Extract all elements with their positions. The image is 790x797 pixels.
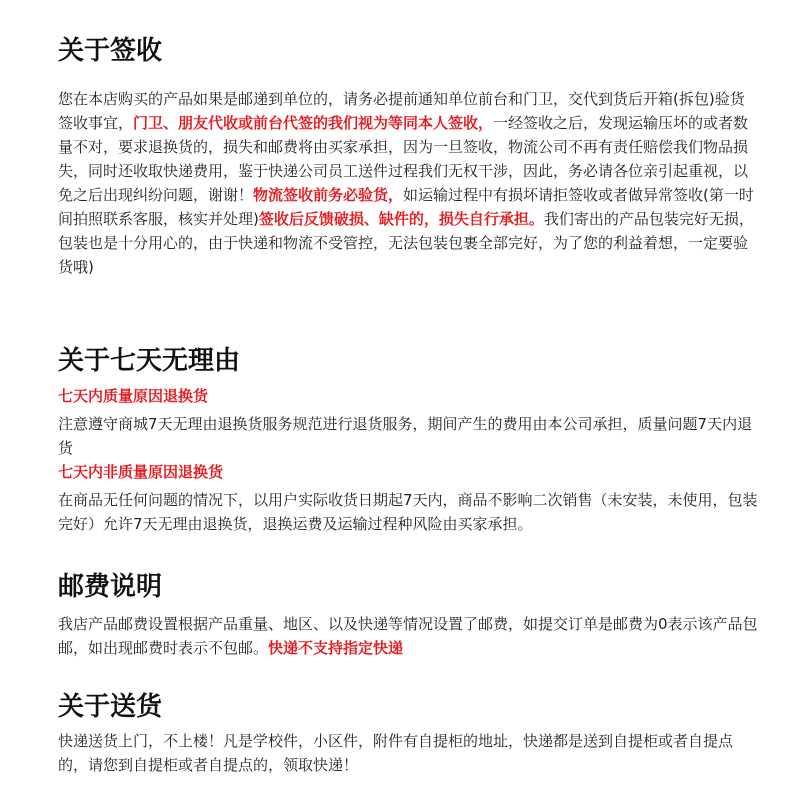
postage-title: 邮费说明 bbox=[58, 572, 163, 602]
postage-paragraph bbox=[58, 612, 758, 660]
return-nonquality-subtitle: 七天内非质量原因退换货 bbox=[58, 463, 224, 481]
sign-text-4: 我们寄出的产品包装完好无损，包装也是十分用心的，由于快递和物流不受管控，无法包装包裹全部完好，为了您的利益着想，一定要验货哦) bbox=[58, 210, 754, 276]
sign-title: 关于签收 bbox=[58, 36, 163, 66]
postage-section bbox=[58, 570, 758, 660]
return-quality-subtitle: 七天内质量原因退换货 bbox=[58, 387, 209, 405]
sign-warning-3: 签收后反馈破损、缺件的，损失自行承担。 bbox=[258, 210, 544, 228]
sign-text-2: 一经签收之后，发现运输压坏的或者数量不对，要求退换货的，损失和邮费将由买家承担，因为一旦签收，物流公司不再有责任赔偿我们物品损失，同时还收取快递费用，鉴于快递公司员工送件过程我们无权干涉，因此，务必请各位亲引起重视，以免之后出现纠纷问题，谢谢！ bbox=[58, 114, 749, 204]
sign-paragraph bbox=[58, 87, 758, 279]
sign-section bbox=[58, 34, 758, 279]
sign-warning-2: 物流签收前务必验货， bbox=[253, 186, 404, 204]
delivery-title: 关于送货 bbox=[58, 692, 163, 722]
delivery-section bbox=[58, 690, 758, 777]
sign-warning-1: 门卫、朋友代收或前台代签的我们视为等同本人签收， bbox=[133, 114, 494, 132]
return-nonquality-text: 在商品无任何问题的情况下，以用户实际收货日期起7天内，商品不影响二次销售（未安装，未使用，包装完好）允许7天无理由退换货，退换运费及运输过程种风险由买家承担。 bbox=[58, 491, 758, 533]
postage-warning: 快递不支持指定快递 bbox=[268, 639, 404, 657]
postage-text: 我店产品邮费设置根据产品重量、地区、以及快递等情况设置了邮费，如提交订单是邮费为0表示该产品包邮，如出现邮费时表示不包邮。 bbox=[58, 615, 758, 657]
return-title: 关于七天无理由 bbox=[58, 346, 241, 376]
return-section bbox=[58, 344, 758, 536]
return-quality-text: 注意遵守商城7天无理由退换货服务规范进行退货服务，期间产生的费用由本公司承担，质量问题7天内退货 bbox=[58, 415, 753, 457]
sign-text-1: 您在本店购买的产品如果是邮递到单位的，请务必提前通知单位前台和门卫，交代到货后开箱(拆包)验货签收事宜， bbox=[58, 90, 745, 132]
sign-text-3: 如运输过程中有损坏请拒签收或者做异常签收(第一时间拍照联系客服，核实并处理) bbox=[58, 186, 754, 228]
delivery-text: 快递送货上门，不上楼！凡是学校件，小区件，附件有自提柜的地址，快递都是送到自提柜或者自提点的，请您到自提柜或者自提点的，领取快递！ bbox=[58, 732, 734, 774]
